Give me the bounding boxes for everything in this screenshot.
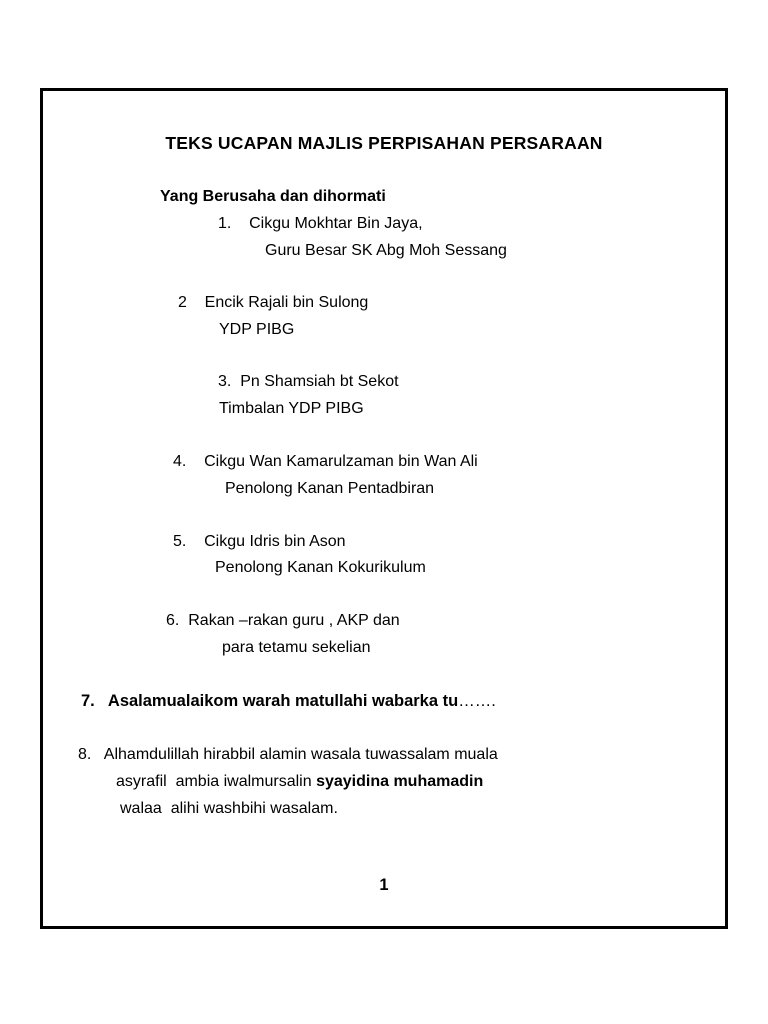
item8-bold-text: syayidina muhamadin	[316, 773, 484, 790]
salutation-line: Yang Berusaha dan dihormati	[160, 188, 386, 205]
list-item-5-title: Penolong Kanan Kokurikulum	[215, 559, 426, 576]
list-item-1-title: Guru Besar SK Abg Moh Sessang	[265, 242, 507, 259]
list-item-2-title: YDP PIBG	[219, 321, 295, 338]
list-item-4-title: Penolong Kanan Pentadbiran	[225, 480, 435, 497]
list-item-4-name: 4. Cikgu Wan Kamarulzaman bin Wan Ali	[173, 453, 478, 470]
page-number: 1	[379, 876, 389, 894]
list-item-3-title: Timbalan YDP PIBG	[219, 400, 364, 417]
list-item-5-name: 5. Cikgu Idris bin Ason	[173, 533, 346, 550]
document-page	[40, 88, 728, 929]
item8-regular-text: asyrafil ambia iwalmursalin	[116, 773, 317, 790]
greeting-trailing-dots: …….	[458, 692, 496, 710]
list-item-8-line-1: 8. Alhamdulillah hirabbil alamin wasala tuwassalam muala	[78, 746, 498, 763]
list-item-3-name: 3. Pn Shamsiah bt Sekot	[218, 373, 399, 390]
document-title: TEKS UCAPAN MAJLIS PERPISAHAN PERSARAAN	[165, 133, 603, 153]
list-item-8-line-3: walaa alihi washbihi wasalam.	[120, 800, 338, 817]
list-item-6-title: para tetamu sekelian	[222, 639, 371, 656]
list-item-8-line-2	[116, 772, 483, 792]
list-item-6-name: 6. Rakan –rakan guru , AKP dan	[166, 612, 400, 629]
list-item-2-name: 2 Encik Rajali bin Sulong	[178, 294, 369, 311]
list-item-1-name: 1. Cikgu Mokhtar Bin Jaya,	[218, 215, 423, 232]
list-item-7-greeting	[81, 691, 496, 711]
greeting-bold-text: 7. Asalamualaikom warah matullahi wabarka tu	[81, 692, 459, 710]
